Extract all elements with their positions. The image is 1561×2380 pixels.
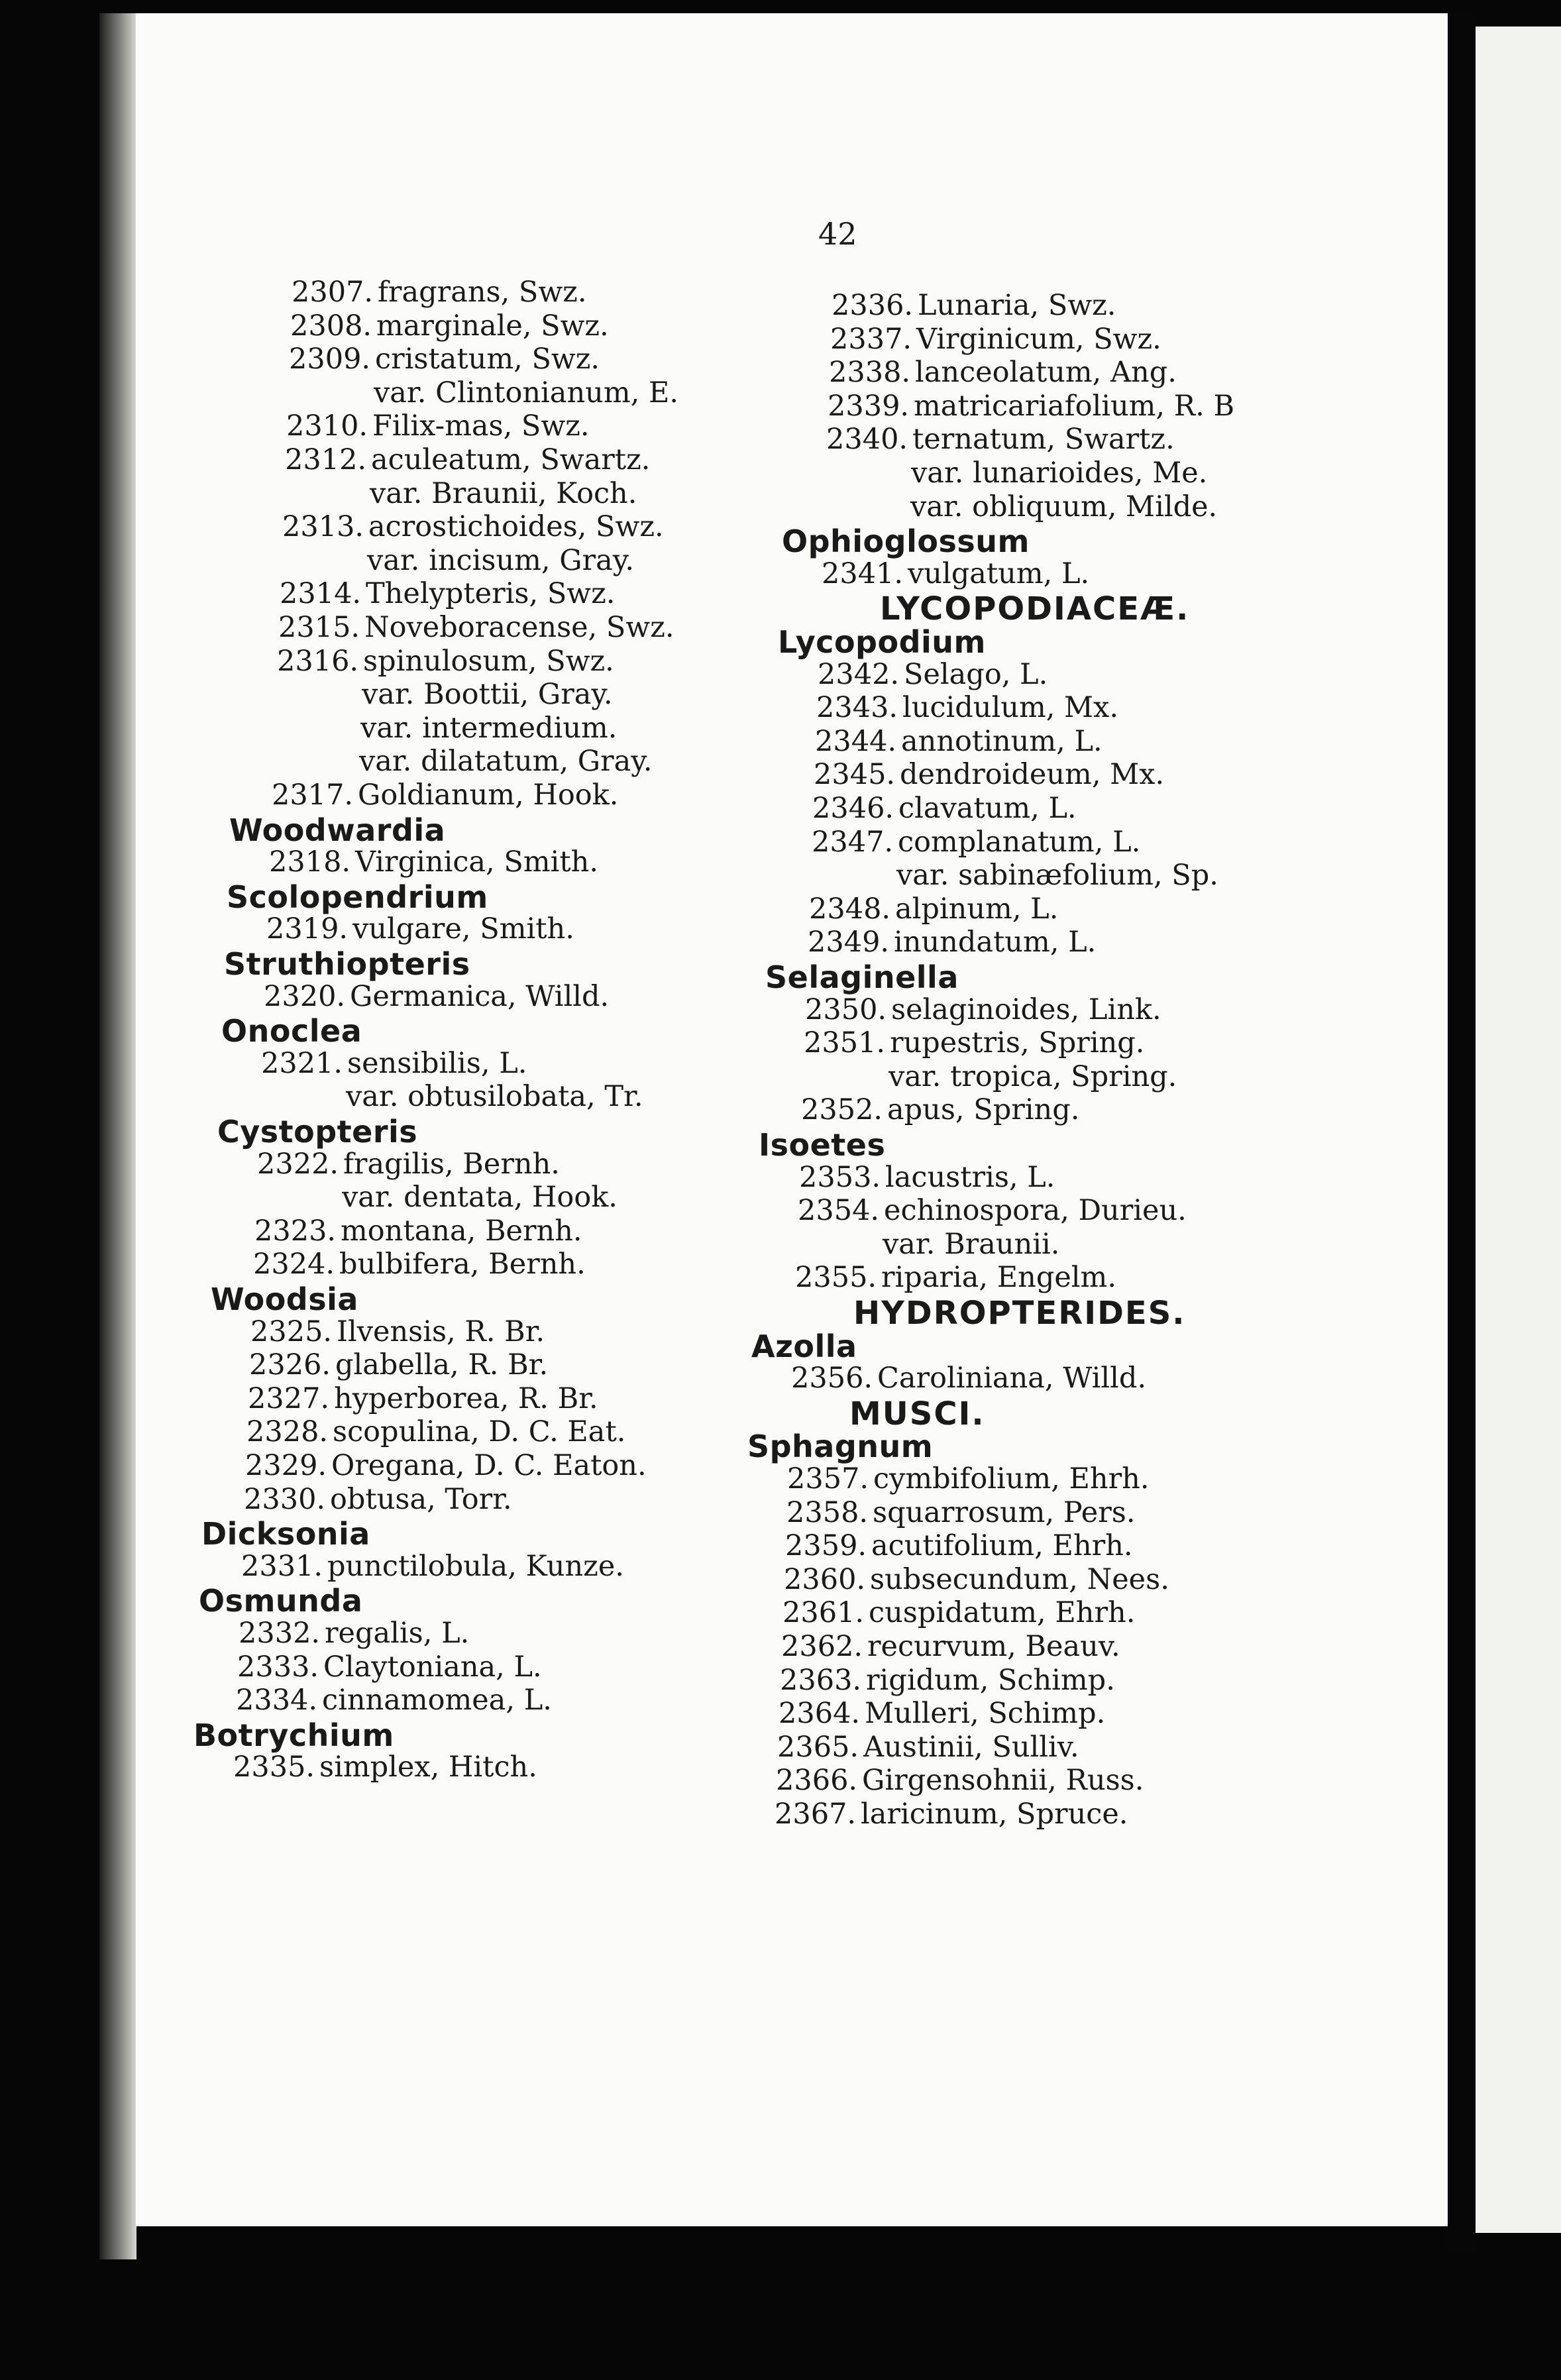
entry-number: 2346.	[812, 792, 894, 825]
family-heading: LYCOPODIACEÆ.	[880, 590, 1190, 627]
entry-line	[791, 1364, 1146, 1393]
entry-line	[241, 1552, 624, 1581]
entry-line	[277, 647, 614, 676]
entry-number: 2317.	[272, 779, 354, 812]
entry-number: 2350.	[805, 993, 887, 1026]
species-name: Girgensohnii, Russ.	[862, 1764, 1144, 1797]
entry-number: 2322.	[257, 1148, 339, 1181]
entry-number: 2342.	[818, 658, 900, 691]
entry-line	[826, 425, 1175, 454]
entry-number: 2363.	[780, 1664, 862, 1697]
page-binding-edge	[99, 13, 136, 2259]
species-name: Lunaria, Swz.	[918, 289, 1116, 322]
species-name: montana, Bernh.	[341, 1215, 582, 1248]
species-name: recurvum, Beauv.	[867, 1630, 1120, 1663]
page-number: 42	[818, 216, 857, 252]
entry-number: 2319.	[266, 912, 349, 946]
genus-heading: Botrychium	[193, 1717, 394, 1753]
species-name: Goldianum, Hook.	[358, 779, 619, 812]
entry-number: 2329.	[245, 1449, 327, 1482]
entry-line	[253, 1250, 586, 1279]
entry-line	[292, 278, 587, 307]
entry-line	[781, 1630, 1120, 1663]
page-gutter	[1448, 13, 1476, 2253]
entry-number: 2338.	[829, 356, 911, 389]
genus-heading: Isoetes	[759, 1127, 886, 1163]
genus-heading: Dicksonia	[201, 1516, 370, 1552]
entry-line	[245, 1449, 647, 1482]
variety-line: var. Braunii.	[883, 1228, 1060, 1261]
species-name: riparia, Engelm.	[881, 1261, 1117, 1294]
entry-number: 2312.	[285, 443, 367, 476]
entry-line	[266, 912, 574, 946]
species-name: Ilvensis, R. Br.	[337, 1315, 545, 1348]
genus-heading: Woodsia	[211, 1281, 358, 1317]
entry-line	[815, 725, 1103, 758]
species-name: Austinii, Sulliv.	[863, 1731, 1079, 1764]
entry-number: 2367.	[775, 1798, 857, 1831]
entry-line	[822, 557, 1090, 590]
species-name: Virginicum, Swz.	[916, 323, 1161, 356]
species-name: lanceolatum, Ang.	[915, 356, 1177, 389]
entry-number: 2309.	[289, 343, 371, 376]
variety-line: var. incisum, Gray.	[367, 544, 635, 577]
genus-heading: Onoclea	[221, 1013, 362, 1049]
species-name: dendroideum, Mx.	[900, 758, 1165, 791]
entry-number: 2341.	[822, 557, 904, 590]
entry-number: 2332.	[239, 1617, 321, 1650]
entry-number: 2359.	[785, 1529, 867, 1562]
species-name: apus, Spring.	[887, 1093, 1080, 1126]
species-name: complanatum, L.	[898, 826, 1141, 859]
entry-line	[257, 1150, 560, 1179]
species-name: alpinum, L.	[895, 892, 1059, 926]
species-name: Caroliniana, Willd.	[877, 1362, 1147, 1395]
entry-line	[812, 794, 1077, 823]
entry-number: 2339.	[828, 390, 910, 423]
entry-number: 2349.	[808, 926, 890, 959]
entry-line	[832, 289, 1116, 322]
species-name: spinulosum, Swz.	[363, 645, 614, 678]
species-name: Oregana, D. C. Eaton.	[331, 1449, 647, 1482]
entry-line	[237, 1650, 542, 1684]
entry-number: 2313.	[282, 510, 364, 543]
species-name: Claytoniana, L.	[323, 1650, 542, 1684]
entry-number: 2337.	[830, 323, 912, 356]
entry-number: 2351.	[804, 1026, 886, 1059]
species-name: acrostichoides, Swz.	[368, 510, 664, 543]
species-name: laricinum, Spruce.	[861, 1798, 1128, 1831]
species-name: cuspidatum, Ehrh.	[869, 1596, 1136, 1629]
entry-line	[248, 1382, 598, 1415]
entry-line	[286, 409, 590, 443]
entry-line	[805, 993, 1161, 1026]
entry-line	[799, 1163, 1055, 1192]
species-name: fragrans, Swz.	[378, 276, 587, 309]
genus-heading: Osmunda	[199, 1583, 363, 1619]
entry-number: 2324.	[253, 1248, 335, 1281]
entry-number: 2315.	[278, 611, 360, 644]
species-name: rigidum, Schimp.	[866, 1664, 1115, 1697]
entry-line	[236, 1686, 552, 1715]
species-name: Germanica, Willd.	[350, 980, 610, 1013]
entry-number: 2321.	[261, 1047, 343, 1080]
species-name: hyperborea, R. Br.	[334, 1382, 598, 1415]
entry-number: 2336.	[832, 289, 914, 322]
species-name: Selago, L.	[904, 658, 1048, 691]
entry-number: 2340.	[826, 423, 908, 456]
entry-number: 2307.	[292, 276, 374, 309]
species-name: lucidulum, Mx.	[902, 691, 1119, 724]
species-name: vulgatum, L.	[908, 557, 1090, 590]
entry-line	[798, 1194, 1187, 1227]
entry-line	[809, 892, 1059, 926]
entry-line	[784, 1563, 1169, 1596]
variety-line: var. obtusilobata, Tr.	[346, 1080, 643, 1113]
entry-number: 2327.	[248, 1382, 330, 1415]
entry-line	[801, 1093, 1080, 1126]
genus-heading: Struthiopteris	[224, 946, 470, 982]
entry-number: 2318.	[269, 845, 351, 879]
entry-number: 2308.	[290, 309, 372, 343]
entry-line	[804, 1026, 1145, 1059]
entry-line	[779, 1697, 1106, 1730]
entry-number: 2348.	[809, 892, 891, 926]
entry-number: 2326.	[249, 1348, 331, 1381]
genus-heading: Selaginella	[765, 959, 959, 995]
genus-heading: Azolla	[751, 1328, 857, 1364]
entry-line	[808, 928, 1096, 957]
species-name: annotinum, L.	[901, 725, 1103, 758]
species-name: Noveboracense, Swz.	[364, 611, 674, 644]
entry-number: 2344.	[815, 725, 897, 758]
family-heading: MUSCI.	[849, 1395, 985, 1433]
entry-number: 2314.	[280, 577, 362, 610]
genus-heading: Scolopendrium	[227, 879, 488, 915]
variety-line: var. Braunii, Koch.	[370, 477, 637, 510]
species-name: regalis, L.	[325, 1617, 470, 1650]
entry-number: 2365.	[777, 1731, 859, 1764]
variety-line: var. obliquum, Milde.	[910, 490, 1218, 523]
entry-line	[782, 1596, 1136, 1629]
variety-line: var. dentata, Hook.	[342, 1181, 618, 1214]
entry-number: 2352.	[801, 1093, 883, 1126]
genus-heading: Ophioglossum	[782, 523, 1030, 559]
species-name: Filix-mas, Swz.	[372, 409, 590, 443]
entry-number: 2354.	[798, 1194, 880, 1227]
entry-number: 2320.	[264, 980, 346, 1013]
genus-heading: Sphagnum	[747, 1429, 934, 1464]
species-name: echinospora, Durieu.	[884, 1194, 1187, 1227]
entry-number: 2347.	[812, 826, 894, 859]
species-name: Mulleri, Schimp.	[865, 1697, 1106, 1730]
entry-number: 2361.	[782, 1596, 865, 1629]
entry-line	[829, 358, 1177, 387]
entry-line	[812, 828, 1140, 857]
species-name: aculeatum, Swartz.	[371, 443, 651, 476]
entry-line	[233, 1753, 537, 1782]
species-name: sensibilis, L.	[347, 1047, 527, 1080]
entry-line	[776, 1766, 1144, 1795]
entry-line	[239, 1619, 469, 1648]
species-name: bulbifera, Bernh.	[339, 1248, 586, 1281]
entry-line	[280, 577, 616, 610]
genus-heading: Woodwardia	[229, 812, 446, 848]
species-name: selaginoides, Link.	[891, 993, 1161, 1026]
entry-number: 2333.	[237, 1650, 319, 1684]
species-name: rupestris, Spring.	[890, 1026, 1145, 1059]
entry-number: 2316.	[277, 645, 359, 678]
entry-line	[290, 309, 609, 343]
entry-line	[828, 392, 1234, 421]
entry-number: 2357.	[787, 1462, 869, 1495]
entry-number: 2360.	[784, 1563, 866, 1596]
species-name: scopulina, D. C. Eat.	[333, 1415, 626, 1448]
species-name: marginale, Swz.	[376, 309, 609, 343]
species-name: ternatum, Swartz.	[912, 423, 1175, 456]
entry-number: 2335.	[233, 1751, 315, 1784]
entry-line	[250, 1315, 545, 1348]
species-name: subsecundum, Nees.	[870, 1563, 1169, 1596]
species-name: cinnamomea, L.	[322, 1684, 552, 1717]
entry-number: 2310.	[286, 409, 368, 443]
entry-line	[278, 611, 674, 644]
entry-number: 2345.	[814, 758, 896, 791]
variety-line: var. intermedium.	[360, 712, 618, 745]
entry-line	[254, 1217, 582, 1246]
entry-line	[830, 325, 1161, 354]
species-name: fragilis, Bernh.	[343, 1148, 560, 1181]
species-name: simplex, Hitch.	[319, 1751, 537, 1784]
entry-number: 2330.	[244, 1483, 326, 1516]
entry-number: 2358.	[786, 1496, 869, 1529]
entry-line	[780, 1666, 1115, 1695]
genus-heading: Cystopteris	[217, 1114, 418, 1150]
variety-line: var. dilatatum, Gray.	[359, 745, 653, 778]
entry-line	[272, 781, 618, 810]
entry-line	[785, 1529, 1133, 1562]
species-name: glabella, R. Br.	[335, 1348, 549, 1381]
facing-page-edge	[1476, 27, 1561, 2233]
entry-number: 2325.	[250, 1315, 333, 1348]
species-name: cristatum, Swz.	[375, 343, 600, 376]
entry-line	[261, 1047, 527, 1080]
entry-number: 2366.	[776, 1764, 858, 1797]
entry-line	[269, 845, 599, 879]
entry-number: 2355.	[795, 1261, 877, 1294]
entry-number: 2331.	[241, 1550, 323, 1583]
entry-line	[795, 1261, 1117, 1294]
entry-line	[282, 510, 664, 543]
species-name: clavatum, L.	[898, 792, 1077, 825]
entry-line	[814, 758, 1165, 791]
species-name: inundatum, L.	[894, 926, 1097, 959]
entry-number: 2353.	[799, 1161, 881, 1194]
family-heading: HYDROPTERIDES.	[853, 1295, 1186, 1332]
species-name: punctilobula, Kunze.	[327, 1550, 624, 1583]
entry-line	[775, 1800, 1128, 1829]
variety-line: var. lunarioides, Me.	[911, 457, 1208, 490]
entry-number: 2362.	[781, 1630, 863, 1663]
entry-line	[264, 980, 610, 1013]
species-name: obtusa, Torr.	[330, 1483, 512, 1516]
genus-heading: Lycopodium	[778, 624, 986, 660]
species-name: acutifolium, Ehrh.	[871, 1529, 1133, 1562]
variety-line: var. tropica, Spring.	[888, 1060, 1177, 1093]
entry-line	[818, 658, 1048, 691]
species-name: vulgare, Smith.	[352, 912, 574, 946]
species-name: lacustris, L.	[885, 1161, 1055, 1194]
entry-number: 2323.	[254, 1215, 337, 1248]
entry-line	[777, 1733, 1079, 1762]
variety-line: var. sabinæfolium, Sp.	[896, 859, 1218, 892]
entry-number: 2328.	[246, 1415, 329, 1448]
entry-number: 2364.	[779, 1697, 861, 1730]
entry-line	[816, 691, 1119, 724]
entry-line	[244, 1483, 512, 1516]
species-name: Thelypteris, Swz.	[366, 577, 616, 610]
entry-number: 2334.	[236, 1684, 318, 1717]
entry-line	[786, 1496, 1136, 1529]
species-name: matricariafolium, R. B	[914, 390, 1235, 423]
entry-line	[246, 1415, 626, 1448]
variety-line: var. Clintonianum, E.	[374, 376, 679, 409]
entry-number: 2356.	[791, 1362, 873, 1395]
entry-number: 2343.	[816, 691, 898, 724]
variety-line: var. Boottii, Gray.	[362, 678, 613, 711]
entry-line	[249, 1348, 549, 1381]
species-name: Virginica, Smith.	[355, 845, 599, 879]
entry-line	[285, 443, 651, 476]
species-name: cymbifolium, Ehrh.	[873, 1462, 1150, 1495]
entry-line	[787, 1462, 1150, 1495]
species-name: squarrosum, Pers.	[873, 1496, 1136, 1529]
entry-line	[289, 345, 600, 374]
